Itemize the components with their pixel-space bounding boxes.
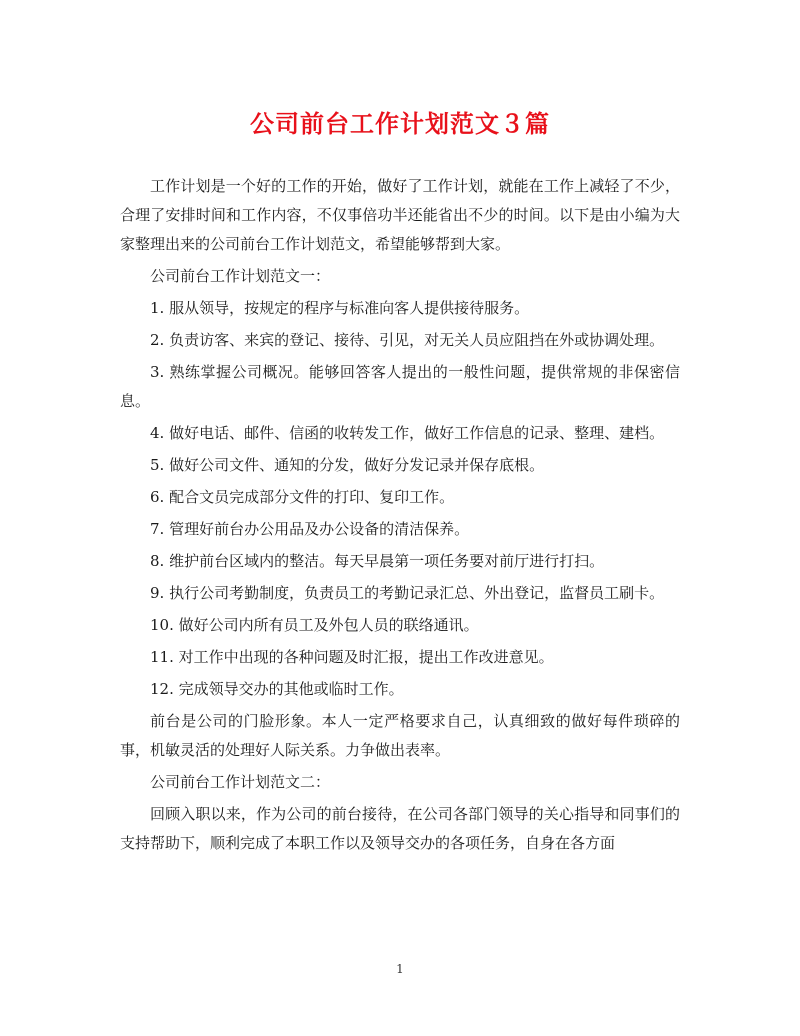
section-heading-1: 公司前台工作计划范文一： xyxy=(150,267,331,285)
paragraph-review: 回顾入职以来，作为公司的前台接待，在公司各部门领导的关心指导和同事们的支持帮助下，顺利完成了本职工作以及领导交办的各项任务，自身在各方面 xyxy=(120,805,680,852)
list-item: 3. 熟练掌握公司概况。能够回答客人提出的一般性问题，提供常规的非保密信息。 xyxy=(120,363,680,410)
section-heading-2: 公司前台工作计划范文二： xyxy=(150,773,331,791)
document-body xyxy=(120,172,680,861)
list-item: 4. 做好电话、邮件、信函的收转发工作，做好工作信息的记录、整理、建档。 xyxy=(150,424,665,442)
list-item: 2. 负责访客、来宾的登记、接待、引见，对无关人员应阻挡在外或协调处理。 xyxy=(150,331,665,349)
list-item: 8. 维护前台区域内的整洁。每天早晨第一项任务要对前厅进行打扫。 xyxy=(150,552,605,570)
list-item: 12. 完成领导交办的其他或临时工作。 xyxy=(150,680,404,698)
list-item: 5. 做好公司文件、通知的分发，做好分发记录并保存底根。 xyxy=(150,456,545,474)
document-title: 公司前台工作计划范文３篇 xyxy=(250,109,550,138)
list-item: 10. 做好公司内所有员工及外包人员的联络通讯。 xyxy=(150,616,479,634)
list-item: 9. 执行公司考勤制度，负责员工的考勤记录汇总、外出登记，监督员工刷卡。 xyxy=(150,584,665,602)
list-item: 11. 对工作中出现的各种问题及时汇报，提出工作改进意见。 xyxy=(150,648,554,666)
list-item: 7. 管理好前台办公用品及办公设备的清洁保养。 xyxy=(150,520,470,538)
paragraph-summary: 前台是公司的门脸形象。本人一定严格要求自己，认真细致的做好每件琐碎的事，机敏灵活的处理好人际关系。力争做出表率。 xyxy=(120,712,680,759)
page-number: 1 xyxy=(396,962,404,976)
list-item: 6. 配合文员完成部分文件的打印、复印工作。 xyxy=(150,488,455,506)
list-item: 1. 服从领导，按规定的程序与标准向客人提供接待服务。 xyxy=(150,299,530,317)
paragraph-intro: 工作计划是一个好的工作的开始，做好了工作计划，就能在工作上减轻了不少，合理了安排时间和工作内容，不仅事倍功半还能省出不少的时间。以下是由小编为大家整理出来的公司前台工作计划范文，希望能够帮到大家。 xyxy=(120,177,680,253)
